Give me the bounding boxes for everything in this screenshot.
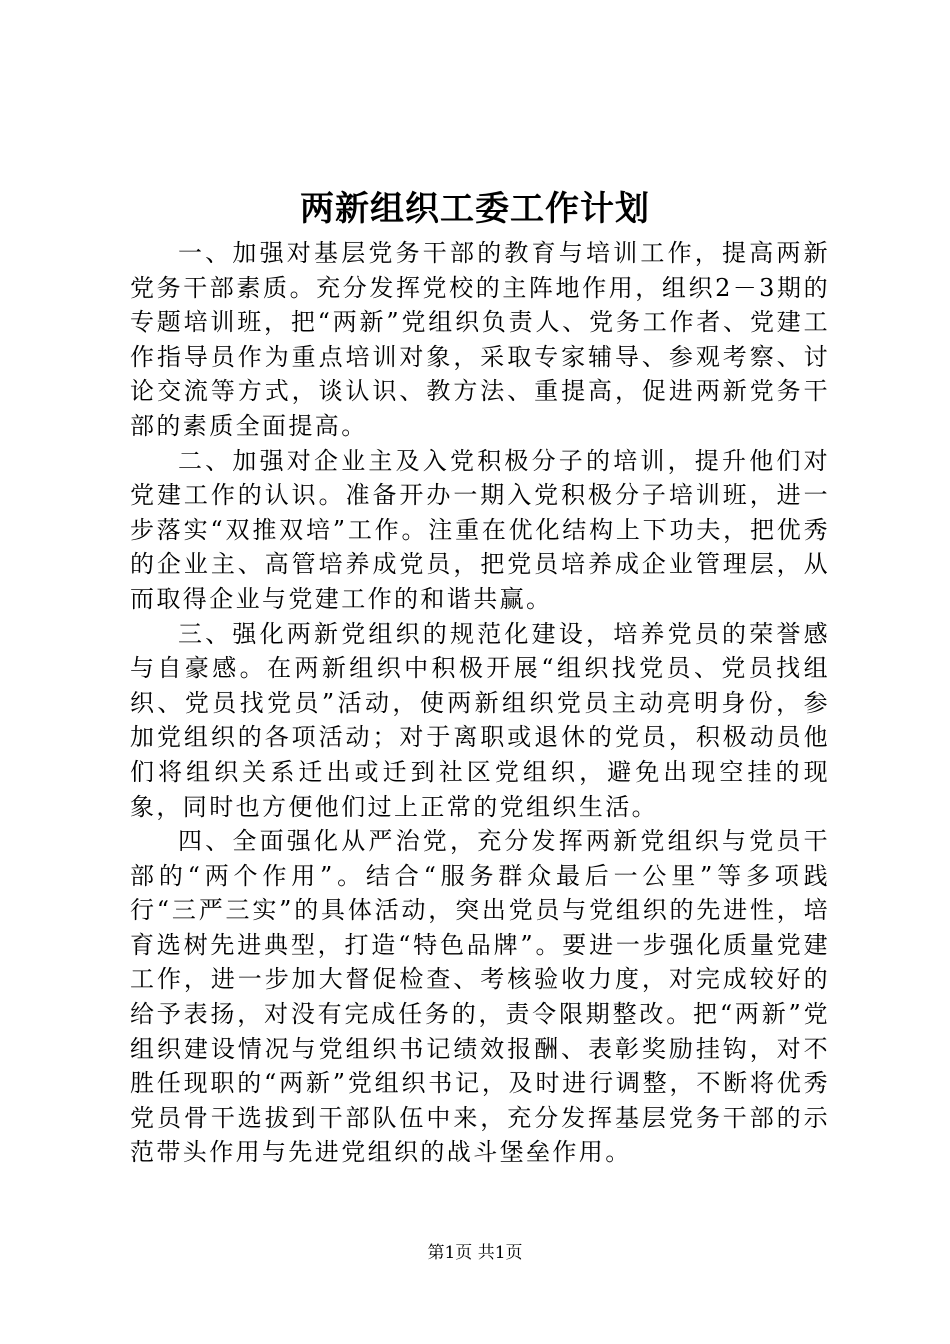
paragraph-2: 二、加强对企业主及入党积极分子的培训，提升他们对党建工作的认识。准备开办一期入党积极分子培训班，进一步落实“双推双培”工作。注重在优化结构上下功夫，把优秀的企业主、高管培养成党员，把党员培养成企业管理层，从而取得企业与党建工作的和谐共赢。 [130, 446, 830, 613]
document-body [130, 236, 830, 1170]
paragraph-3: 三、强化两新党组织的规范化建设，培养党员的荣誉感与自豪感。在两新组织中积极开展“组织找党员、党员找组织、党员找党员”活动，使两新组织党员主动亮明身份，参加党组织的各项活动；对于离职或退休的党员，积极动员他们将组织关系迁出或迁到社区党组织，避免出现空挂的现象，同时也方便他们过上正常的党组织生活。 [130, 619, 830, 821]
paragraph-4: 四、全面强化从严治党，充分发挥两新党组织与党员干部的“两个作用”。结合“服务群众最后一公里”等多项践行“三严三实”的具体活动，突出党员与党组织的先进性，培育选树先进典型，打造“特色品牌”。要进一步强化质量党建工作，进一步加大督促检查、考核验收力度，对完成较好的给予表扬，对没有完成任务的，责令限期整改。把“两新”党组织建设情况与党组织书记绩效报酬、表彰奖励挂钩，对不胜任现职的“两新”党组织书记，及时进行调整，不断将优秀党员骨干选拔到干部队伍中来，充分发挥基层党务干部的示范带头作用与先进党组织的战斗堡垒作用。 [130, 827, 830, 1167]
paragraph-1: 一、加强对基层党务干部的教育与培训工作，提高两新党务干部素质。充分发挥党校的主阵地作用，组织2－3期的专题培训班，把“两新”党组织负责人、党务工作者、党建工作指导员作为重点培训对象，采取专家辅导、参观考察、讨论交流等方式，谈认识、教方法、重提高，促进两新党务干部的素质全面提高。 [130, 239, 830, 440]
page-title: 两新组织工委工作计划 [300, 189, 650, 229]
page-footer: 第1页 共1页 [427, 1243, 523, 1263]
